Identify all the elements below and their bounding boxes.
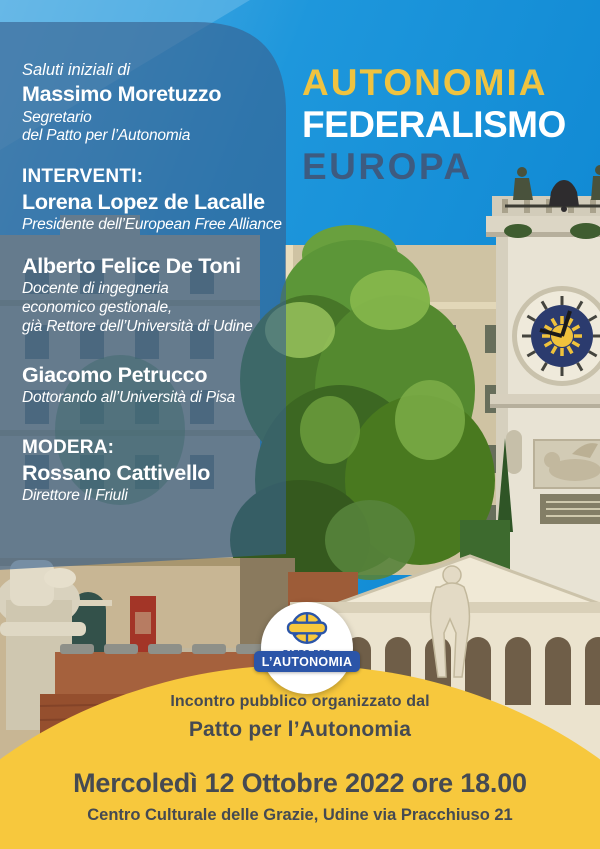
program-panel	[22, 60, 292, 525]
speaker-name: Rossano Cattivello	[22, 460, 211, 485]
speaker-role: economico gestionale,	[22, 299, 173, 317]
program-kicker: INTERVENTI:	[22, 166, 144, 188]
program-entry	[22, 165, 292, 235]
program-entry	[22, 254, 292, 337]
logo-banner-text: L’AUTONOMIA	[254, 651, 360, 672]
speaker-role: del Patto per l’Autonomia	[22, 127, 191, 145]
program-entry	[22, 60, 292, 146]
logo-circle	[261, 602, 353, 694]
speaker-role: già Rettore dell’Università di Udine	[22, 317, 253, 335]
speaker-role: Segretario	[22, 108, 92, 126]
program-entry	[22, 363, 292, 408]
speaker-name: Giacomo Petrucco	[22, 362, 208, 387]
speaker-role: Docente di ingegneria	[22, 280, 169, 298]
speaker-name: Alberto Felice De Toni	[22, 254, 241, 279]
speaker-name: Lorena Lopez de Lacalle	[22, 190, 265, 215]
organized-by-intro: Incontro pubblico organizzato dal	[170, 693, 430, 710]
patto-autonomia-logo	[261, 602, 353, 694]
title-line-autonomia: AUTONOMIA	[302, 62, 548, 103]
program-kicker: MODERA:	[22, 436, 115, 458]
speaker-name: Massimo Moretuzzo	[22, 82, 222, 107]
title-line-europa: EUROPA	[302, 145, 473, 187]
organizer-name: Patto per l’Autonomia	[188, 718, 412, 741]
program-kicker: Saluti iniziali di	[22, 61, 131, 79]
event-venue: Centro Culturale delle Grazie, Udine via Pracchiuso 21	[87, 806, 513, 824]
program-entry	[22, 436, 292, 506]
speaker-role: Direttore Il Friuli	[22, 486, 128, 504]
event-datetime: Mercoledì 12 Ottobre 2022 ore 18.00	[73, 768, 527, 798]
footer	[0, 693, 600, 825]
title-line-federalismo: FEDERALISMO	[302, 103, 566, 145]
speaker-role: Dottorando all’Università di Pisa	[22, 388, 236, 406]
event-title	[302, 62, 566, 187]
speaker-role: Presidente dell’European Free Alliance	[22, 216, 282, 234]
pinwheel-icon	[285, 609, 329, 647]
